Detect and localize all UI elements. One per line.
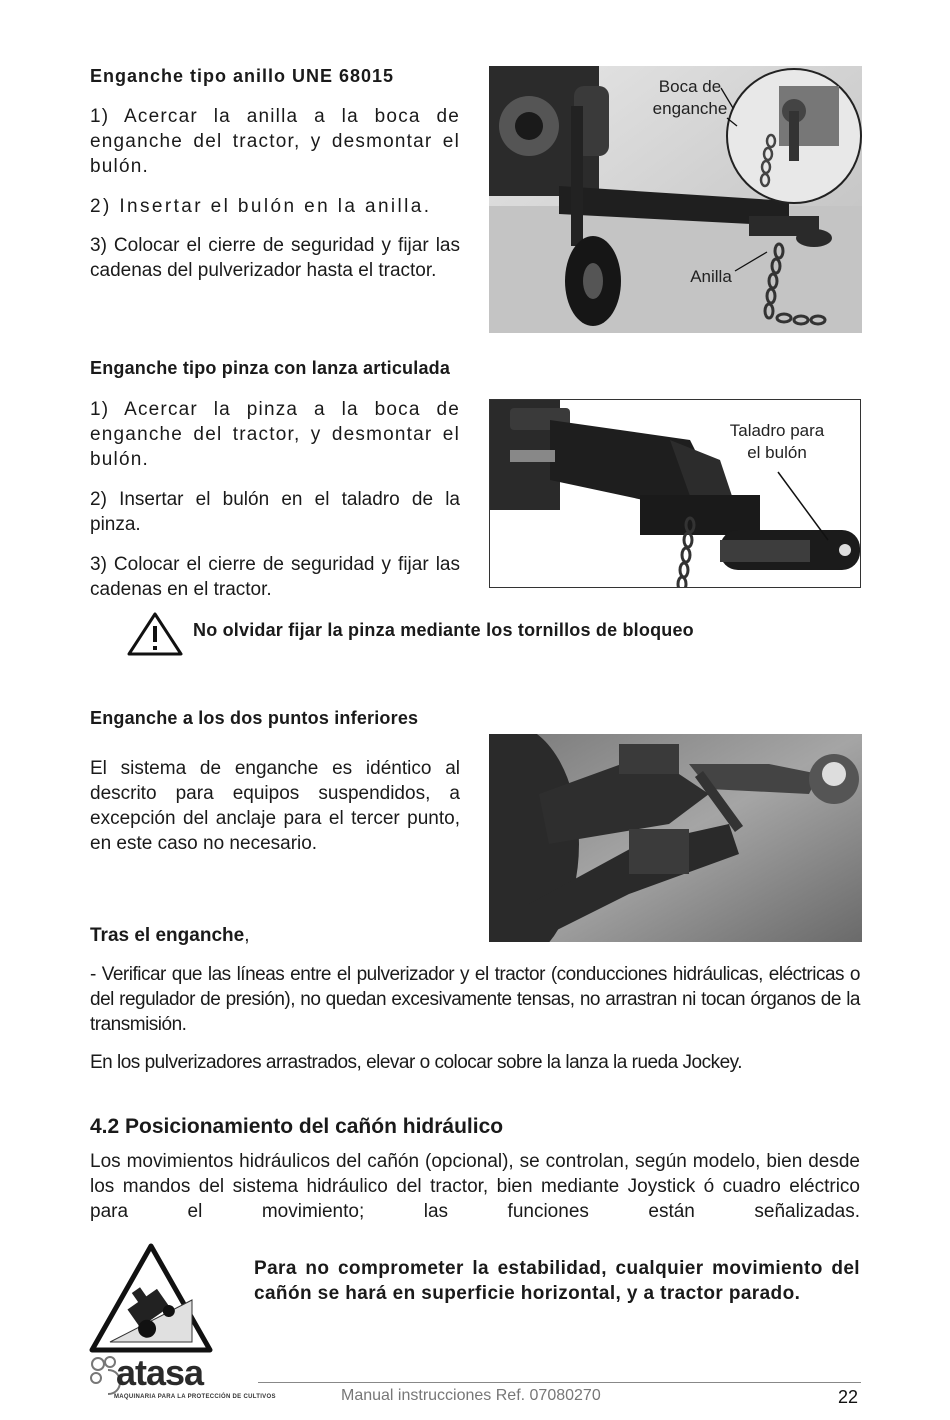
after-para-1: - Verificar que las líneas entre el pulverizador y el tractor (conducciones hidráulicas, eléctricas o del regulador de presión), no quedan excesivamente tensas, no arrastran ni tocan órganos de la transmisión. (90, 964, 860, 1035)
callout-taladro-line2: el bulón (747, 443, 807, 462)
atasa-logo (88, 1352, 276, 1404)
callout-boca (645, 76, 735, 120)
warning-text-pinza: No olvidar fijar la pinza mediante los tornillos de bloqueo (193, 620, 694, 640)
tipping-hazard-icon (88, 1242, 214, 1354)
photo-two-point-hitch (489, 734, 862, 942)
page-number: 22 (838, 1387, 859, 1407)
callout-anilla: Anilla (690, 267, 732, 286)
pinza-step-1: 1) Acercar la pinza a la boca de enganche del tractor, y desmontar el bulón. (90, 399, 460, 470)
section-heading-pinza: Enganche tipo pinza con lanza articulada (90, 358, 451, 378)
section-title-4-2: 4.2 Posicionamiento del cañón hidráulico (90, 1115, 504, 1138)
after-heading-suffix: , (244, 925, 250, 946)
section-heading-anillo: Enganche tipo anillo UNE 68015 (90, 66, 395, 86)
callout-boca-line1: Boca de (658, 77, 722, 96)
callout-taladro-line1: Taladro para (729, 421, 825, 440)
anillo-step-1: 1) Acercar la anilla a la boca de enganche del tractor, y desmontar el bulón. (90, 106, 460, 177)
anillo-step-2: 2) Insertar el bulón en la anilla. (90, 196, 432, 217)
after-para-2: En los pulverizadores arrastrados, elevar o colocar sobre la lanza la rueda Jockey. (90, 1052, 742, 1073)
photo-clamp-hitch (489, 399, 861, 588)
footer-manual-ref: Manual instrucciones Ref. 07080270 (341, 1387, 601, 1404)
callout-taladro (722, 420, 832, 464)
section-4-2-warning: Para no comprometer la estabilidad, cualquier movimiento del cañón se hará en superficie horizontal, y a tractor parado. (254, 1258, 860, 1304)
footer-divider (258, 1382, 861, 1383)
pinza-step-2: 2) Insertar el bulón en el taladro de la pinza. (90, 489, 460, 535)
warning-triangle-icon (127, 612, 183, 656)
section-4-2-text: Los movimientos hidráulicos del cañón (opcional), se controlan, según modelo, bien desde los mandos del sistema hidráulico del tractor, bien mediante Joystick ó cuadro eléctrico para el movimiento; las funciones están señalizadas. (90, 1151, 860, 1222)
after-heading (90, 925, 249, 947)
photo-ring-hitch (489, 66, 862, 333)
dos-puntos-text: El sistema de enganche es idéntico al descrito para equipos suspendidos, a excepción del anclaje para el tercer punto, en este caso no necesario. (90, 758, 460, 854)
brand-name: atasa (116, 1352, 204, 1393)
brand-tagline: MAQUINARIA PARA LA PROTECCIÓN DE CULTIVOS (114, 1394, 276, 1400)
pinza-step-3: 3) Colocar el cierre de seguridad y fijar las cadenas en el tractor. (90, 554, 460, 600)
anillo-step-3: 3) Colocar el cierre de seguridad y fijar las cadenas del pulverizador hasta el tractor. (90, 235, 460, 281)
section-heading-dos-puntos: Enganche a los dos puntos inferiores (90, 708, 419, 728)
after-heading-bold: Tras el enganche (90, 925, 245, 946)
callout-boca-line2: enganche (652, 99, 728, 118)
